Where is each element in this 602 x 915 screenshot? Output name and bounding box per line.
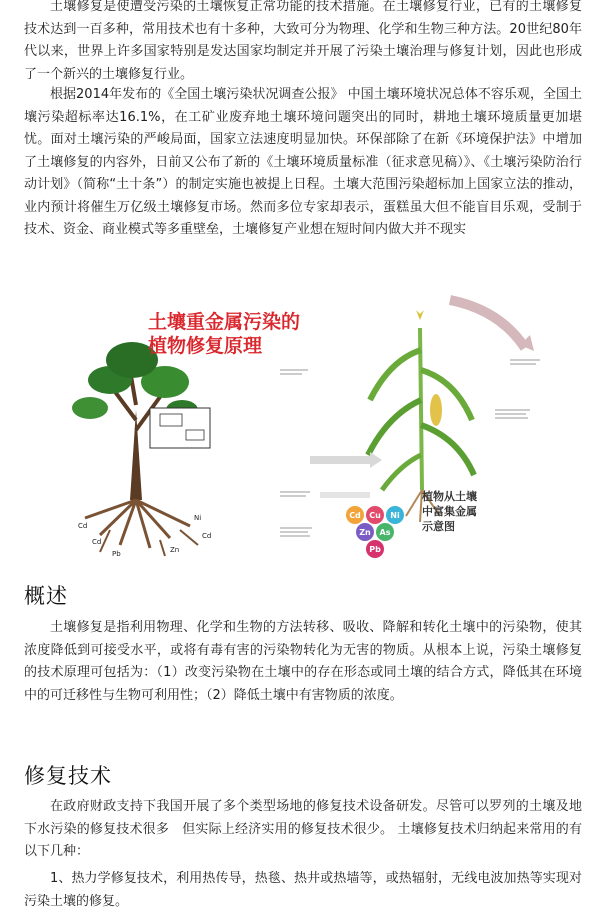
figure-caption-line-1: 植物从土壤 — [422, 490, 477, 503]
metal-label: As — [379, 528, 391, 537]
soil-label: Zn — [170, 546, 180, 554]
tree-illustration — [72, 342, 210, 556]
phytoremediation-figure — [70, 290, 590, 562]
metal-label: Ni — [390, 511, 400, 520]
overview-paragraph: 土壤修复是指利用物理、化学和生物的方法转移、吸收、降解和转化土壤中的污染物，使其浓度降低到可接受水平，或将有毒有害的污染物转化为无害的物质。从根本上说，污染土壤修复的技术原理可包括为：（1）改变污染物在土壤中的存在形态或同土壤的结合方式，降低其在环境中的可迁移性与生物可利用性；（2）降低土壤中有害物质的浓度。 — [24, 620, 582, 703]
soil-label: Cd — [92, 538, 102, 546]
metal-circles — [346, 506, 404, 558]
techniques-paragraph-1: 在政府财政支持下我国开展了多个类型场地的修复技术设备研发。尽管可以罗列的土壤及地下水污染的修复技术很多 但实际上经济实用的修复技术很少。 土壤修复技术归纳起来常用的有以下几种： — [24, 799, 582, 859]
soil-label: Ni — [194, 514, 202, 522]
figure-caption-line-2: 中富集金属 — [422, 505, 477, 518]
techniques-paragraph-2: 1、热力学修复技术，利用热传导，热毯、热井或热墙等，或热辐射，无线电波加热等实现对污染土壤的修复。 — [24, 871, 582, 909]
overview-heading: 概述 — [24, 584, 68, 608]
soil-label: Cd — [202, 532, 212, 540]
soil-label: Pb — [112, 550, 121, 558]
figure-caption-line-3: 示意图 — [422, 520, 455, 533]
intro-paragraph-1: 土壤修复是使遭受污染的土壤恢复正常功能的技术措施。在土壤修复行业，已有的土壤修复技术达到一百多种，常用技术也有十多种，大致可分为物理、化学和生物三种方法。20世纪80年代以来，世界上许多国家特别是发达国家均制定并开展了污染土壤治理与修复计划，因此也形成了一个新兴的土壤修复行业。 — [24, 0, 582, 82]
figure-title-line-1: 土壤重金属污染的 — [148, 311, 301, 333]
figure-title-line-2: 植物修复原理 — [148, 335, 263, 357]
metal-label: Cd — [349, 511, 361, 520]
metal-label: Zn — [359, 528, 371, 537]
soil-label: Cd — [78, 522, 88, 530]
soil-metal-labels — [78, 514, 211, 558]
metal-label: Cu — [369, 511, 381, 520]
metal-label: Pb — [369, 545, 381, 554]
techniques-heading: 修复技术 — [24, 764, 112, 788]
intro-paragraph-2: 根据2014年发布的《全国土壤污染状况调查公报》 中国土壤环境状况总体不容乐观，全国土壤污染超标率达16.1%，在工矿业废弃地土壤环境问题突出的同时，耕地土壤环境质量更加堪忧。面对土壤污染的严峻局面，国家立法速度明显加快。环保部除了在新《环境保护法》中增加了土壤修复的内容外，日前又公布了新的《土壤环境质量标准（征求意见稿）》、《土壤污染防治行动计划》（简称“土十条”）的制定实施也被提上日程。土壤大范围污染超标加上国家立法的推动，业内预计将催生万亿级土壤修复市场。然而多位专家却表示，蛋糕虽大但不能盲目乐观，受制于技术、资金、商业模式等多重壁垒，土壤修复产业想在短时间内做大并不现实 — [24, 87, 582, 237]
